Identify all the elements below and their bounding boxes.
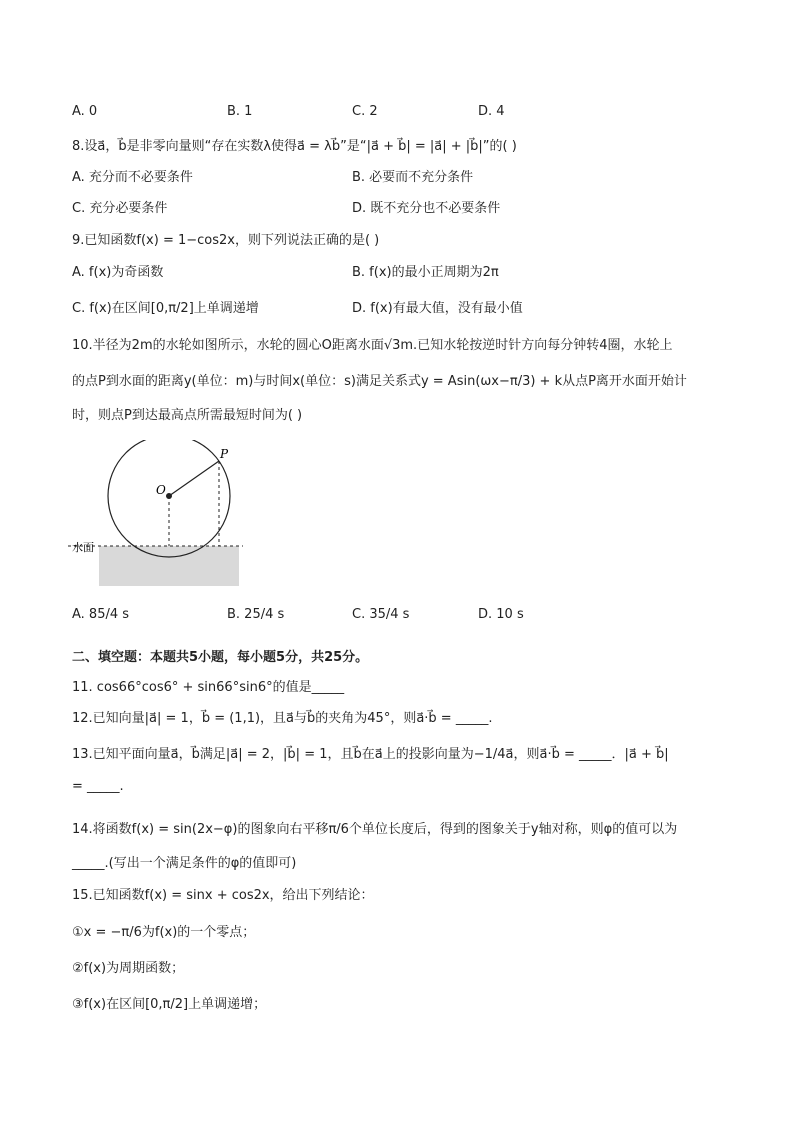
q8-stem: 8.设a⃗，b⃗是非零向量则“存在实数λ使得a⃗ = λb⃗”是“|a⃗ + b⃗| = |a⃗| + |b⃗|”的( ) <box>72 139 517 154</box>
q10-line3: 时，则点P到达最高点所需最短时间为( ) <box>72 408 303 423</box>
q13-line1: 13.已知平面向量a⃗，b⃗满足|a⃗| = 2，|b⃗| = 1，且b⃗在a⃗上的投影向量为−1/4a⃗，则a⃗·b⃗ = _____．|a⃗ + b⃗| <box>72 747 669 762</box>
q10-line1: 10.半径为2m的水轮如图所示，水轮的圆心O距离水面√3m.已知水轮按逆时针方向每分钟转4圈，水轮上 <box>72 338 673 353</box>
q8-option-d: D. 既不充分也不必要条件 <box>352 201 501 216</box>
q8-option-b: B. 必要而不充分条件 <box>352 170 474 185</box>
q9-option-b: B. f(x)的最小正周期为2π <box>352 265 499 280</box>
q14-line1: 14.将函数f(x) = sin(2x−φ)的图象向右平移π/6个单位长度后，得到的图象关于y轴对称，则φ的值可以为 <box>72 822 678 837</box>
q15-stem: 15.已知函数f(x) = sinx + cos2x，给出下列结论： <box>72 888 374 903</box>
q7-option-d: D. 4 <box>478 104 505 119</box>
q11-text: 11. cos66°cos6° + sin66°sin6°的值是_____ <box>72 680 345 695</box>
q7-option-a: A. 0 <box>72 104 98 119</box>
q8-option-a: A. 充分而不必要条件 <box>72 170 193 185</box>
label-water: 水面 <box>72 541 94 554</box>
q10-option-c: C. 35/4 s <box>352 607 410 622</box>
q10-option-d: D. 10 s <box>478 607 524 622</box>
q9-option-d: D. f(x)有最大值，没有最小值 <box>352 301 523 316</box>
q12-text: 12.已知向量|a⃗| = 1，b⃗ = (1,1)，且a⃗与b⃗的夹角为45°，则a⃗·b⃗ = _____. <box>72 711 493 726</box>
q15-item-1: ①x = −π/6为f(x)的一个零点； <box>72 925 256 940</box>
q15-item-3: ③f(x)在区间[0,π/2]上单调递增； <box>72 997 267 1012</box>
q10-line2: 的点P到水面的距离y(单位：m)与时间x(单位：s)满足关系式y = Asin(ωx−π/3) + k从点P离开水面开始计 <box>72 374 687 389</box>
water-region <box>99 546 239 586</box>
radius-op <box>169 461 219 496</box>
q8-option-c: C. 充分必要条件 <box>72 201 168 216</box>
q10-option-b: B. 25/4 s <box>227 607 285 622</box>
q13-line2: = _____. <box>72 779 124 794</box>
q10-option-a: A. 85/4 s <box>72 607 130 622</box>
q7-option-b: B. 1 <box>227 104 253 119</box>
q7-option-c: C. 2 <box>352 104 378 119</box>
q9-option-a: A. f(x)为奇函数 <box>72 265 164 280</box>
q14-line2: _____.(写出一个满足条件的φ的值即可) <box>72 856 297 871</box>
water-wheel-figure <box>68 440 248 590</box>
label-o: O <box>156 483 166 497</box>
section-heading: 二、填空题：本题共5小题，每小题5分，共25分。 <box>72 650 369 665</box>
q15-item-2: ②f(x)为周期函数； <box>72 961 185 976</box>
q9-option-c: C. f(x)在区间[0,π/2]上单调递增 <box>72 301 259 316</box>
q9-stem: 9.已知函数f(x) = 1−cos2x，则下列说法正确的是( ) <box>72 233 380 248</box>
label-p: P <box>220 447 229 461</box>
